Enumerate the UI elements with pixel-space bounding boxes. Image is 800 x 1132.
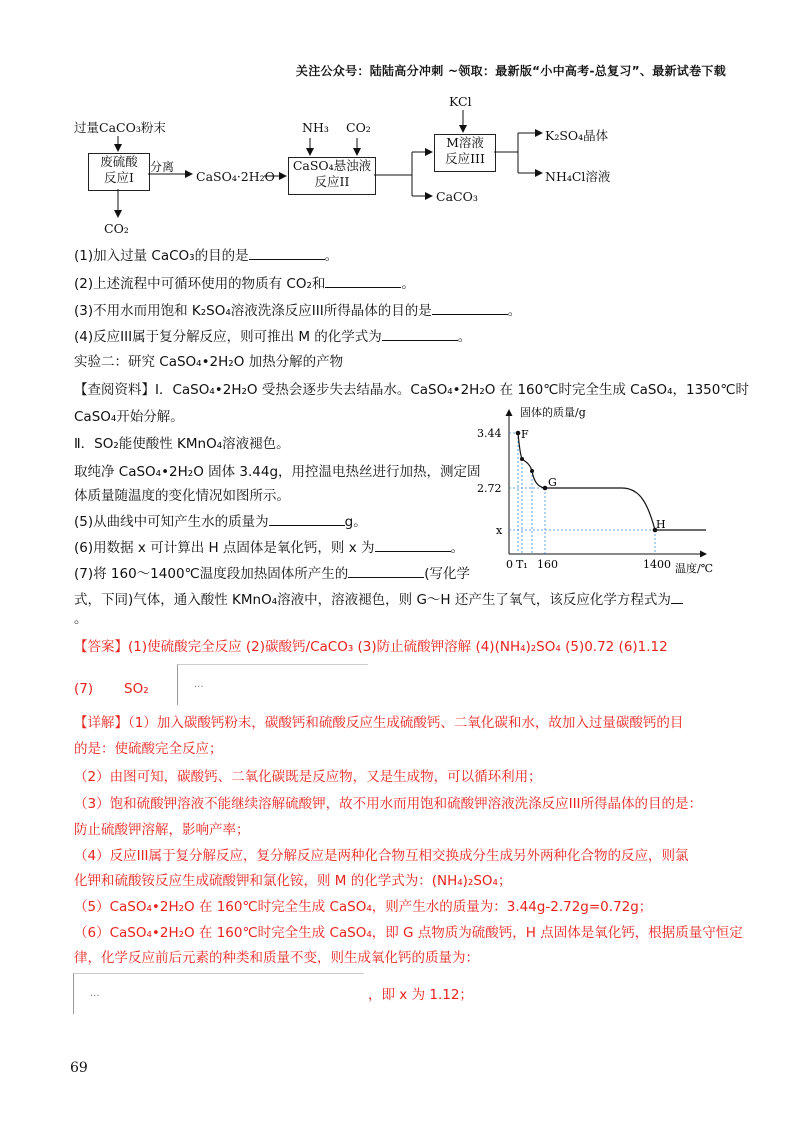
detail-3a: （3）饱和硫酸钾溶液不能继续溶解硫酸钾，故不用水而用饱和硫酸钾溶液洗涤反应III所得晶体的目的是：: [74, 796, 703, 812]
question-1-end: 。: [324, 248, 339, 264]
flow-input-nh3: NH₃: [302, 120, 329, 135]
question-6-end: 。: [450, 540, 464, 556]
flow-output-caco3: CaCO₃: [436, 189, 478, 204]
graph-point-intermediate1: [520, 457, 524, 461]
detail-4b: 化钾和硫酸铵反应生成硫酸钾和氯化铵，则 M 的化学式为：(NH₄)₂SO₄；: [74, 873, 512, 889]
flow-box1-line1: 废硫酸: [100, 154, 138, 169]
answer-blank-2: [325, 273, 401, 288]
question-3: [74, 300, 521, 321]
graph-curve: [518, 433, 706, 530]
graph-label-h: H: [656, 518, 666, 531]
question-2-text: (2)上述流程中可循环使用的物质有 CO₂和: [74, 276, 326, 292]
flow-box3-line1: M溶液: [446, 135, 484, 150]
reference-info-2: Ⅱ．SO₂能使酸性 KMnO₄溶液褪色。: [74, 436, 290, 452]
graph-y-label: 固体的质量/g: [520, 406, 586, 419]
flow-arrow1-label: 分离: [150, 160, 175, 174]
question-7-line3: 。: [74, 611, 88, 627]
detail-2: （2）由图可知，碳酸钙、二氧化碳既是反应物，又是生成物，可以循环利用；: [74, 769, 542, 785]
graph-xtick-1400: 1400: [643, 558, 671, 571]
graph-label-f: F: [521, 428, 529, 441]
question-6-text: (6)用数据 x 可计算出 H 点固体是氧化钙，则 x 为: [74, 540, 375, 556]
detail-6a: （6）CaSO₄•2H₂O 在 160℃时完全生成 CaSO₄，即 G 点物质为硫酸钙，H 点固体是氧化钙，根据质量守恒定: [74, 925, 743, 941]
question-7-text-b: 式，下同)气体，通入酸性 KMnO₄溶液中，溶液褪色，则 G～H 还产生了氧气，该反应化学方程式为: [74, 592, 671, 608]
answer-blank-7a: [348, 563, 424, 578]
detail-1b: 的是：使硫酸完全反应；: [74, 741, 223, 757]
page-number: 69: [70, 1060, 88, 1076]
question-7-line1: [74, 563, 470, 584]
answer-blank-3: [432, 300, 508, 315]
answer-line-1: 【答案】(1)使硫酸完全反应 (2)碳酸钙/CaCO₃ (3)防止硫酸钾溶解 (4)(NH₄)₂SO₄ (5)0.72 (6)1.12: [74, 639, 668, 655]
question-4: [74, 326, 471, 347]
flow-product-gypsum: CaSO₄·2H₂O: [196, 169, 275, 184]
graph-xtick-t1: T₁: [516, 558, 528, 571]
graph-ytick-344: 3.44: [477, 427, 502, 440]
question-7-text-a: (7)将 160～1400℃温度段加热固体所产生的: [74, 566, 349, 582]
flowchart-arrows: [0, 0, 800, 260]
question-7-text-a-end: (写化学: [424, 566, 470, 582]
answer-7-label: (7): [74, 681, 94, 697]
experiment-desc-2: 体质量随温度的变化情况如图所示。: [74, 488, 290, 504]
flow-input-caco3: 过量CaCO₃粉末: [74, 120, 166, 135]
flow-output-co2: CO₂: [104, 221, 129, 236]
answer-blank-6: [375, 537, 451, 552]
graph-xtick-160: 160: [537, 558, 558, 571]
graph-x-label: 温度/℃: [675, 562, 714, 575]
graph-point-g: [543, 486, 548, 491]
question-5-text: (5)从曲线中可知产生水的质量为: [74, 514, 269, 530]
question-1: [74, 245, 338, 266]
answer-blank-7b: [671, 589, 683, 604]
question-3-text: (3)不用水而用饱和 K₂SO₄溶液洗涤反应III所得晶体的目的是: [74, 303, 432, 319]
question-7-line2: [74, 589, 683, 610]
flow-box1-line2: 反应I: [104, 170, 134, 185]
detail-5: （5）CaSO₄•2H₂O 在 160℃时完全生成 CaSO₄，则产生水的质量为：3.44g-2.72g=0.72g；: [74, 899, 653, 915]
graph-ytick-272: 2.72: [477, 482, 502, 495]
reference-info-1b: CaSO₄开始分解。: [74, 409, 184, 425]
question-2-end: 。: [401, 276, 415, 292]
answer-blank-4: [382, 326, 458, 341]
page-header: 关注公众号：陆陆高分冲刺 ~领取：最新版“小中高考-总复习”、最新试卷下载: [295, 64, 726, 78]
question-5-end: g。: [344, 514, 367, 530]
answer-7-gas: SO₂: [124, 681, 149, 697]
answer-equation-image-placeholder: [177, 664, 368, 705]
detail-3b: 防止硫酸钾溶解，影响产率；: [74, 822, 250, 838]
flow-box2-line2: 反应II: [314, 174, 350, 189]
answer-placeholder-text: ...: [194, 679, 204, 690]
question-3-end: 。: [507, 303, 522, 319]
graph-point-intermediate2: [530, 469, 534, 473]
mass-temperature-graph: [470, 404, 726, 578]
detail-placeholder-text: ...: [90, 988, 100, 999]
detail-4a: （4）反应III属于复分解反应，复分解反应是两种化合物互相交换成分生成另外两种化合物的反应，则氯: [74, 848, 689, 864]
answer-blank-5: [269, 511, 345, 526]
experiment-desc-1: 取纯净 CaSO₄•2H₂O 固体 3.44g，用控温电热丝进行加热，测定固: [74, 464, 481, 480]
reference-info-1: 【查阅资料】Ⅰ．CaSO₄•2H₂O 受热会逐步失去结晶水。CaSO₄•2H₂O 在 160℃时完全生成 CaSO₄，1350℃时: [74, 382, 749, 398]
question-4-end: 。: [457, 329, 472, 345]
flow-box3-line2: 反应III: [445, 151, 485, 166]
question-5: [74, 511, 367, 532]
question-6: [74, 537, 464, 558]
graph-label-g: G: [548, 476, 557, 489]
graph-ytick-x: x: [496, 524, 503, 537]
flow-input-kcl: KCl: [449, 94, 472, 109]
detail-6b: 律，化学反应前后元素的种类和质量不变，则生成氧化钙的质量为：: [74, 950, 479, 966]
detail-1a: 【详解】（1）加入碳酸钙粉末，碳酸钙和硫酸反应生成硫酸钙、二氧化碳和水，故加入过量碳酸钙的目: [74, 715, 684, 731]
flow-input-co2: CO₂: [346, 120, 371, 135]
question-1-text: (1)加入过量 CaCO₃的目的是: [74, 248, 249, 264]
flow-output-k2so4: K₂SO₄晶体: [545, 128, 609, 143]
question-4-text: (4)反应III属于复分解反应，则可推出 M 的化学式为: [74, 329, 382, 345]
graph-xtick-0: 0: [506, 558, 513, 571]
graph-point-f: [516, 431, 521, 436]
question-2: [74, 273, 415, 294]
experiment-2-title: 实验二：研究 CaSO₄•2H₂O 加热分解的产物: [74, 354, 344, 370]
flow-box2-line1: CaSO₄悬浊液: [292, 158, 372, 173]
detail-equation-image-placeholder: [73, 973, 364, 1014]
flow-output-nh4cl: NH₄Cl溶液: [545, 169, 611, 184]
detail-6c: ，即 x 为 1.12；: [368, 987, 473, 1003]
answer-blank-1: [249, 245, 325, 260]
